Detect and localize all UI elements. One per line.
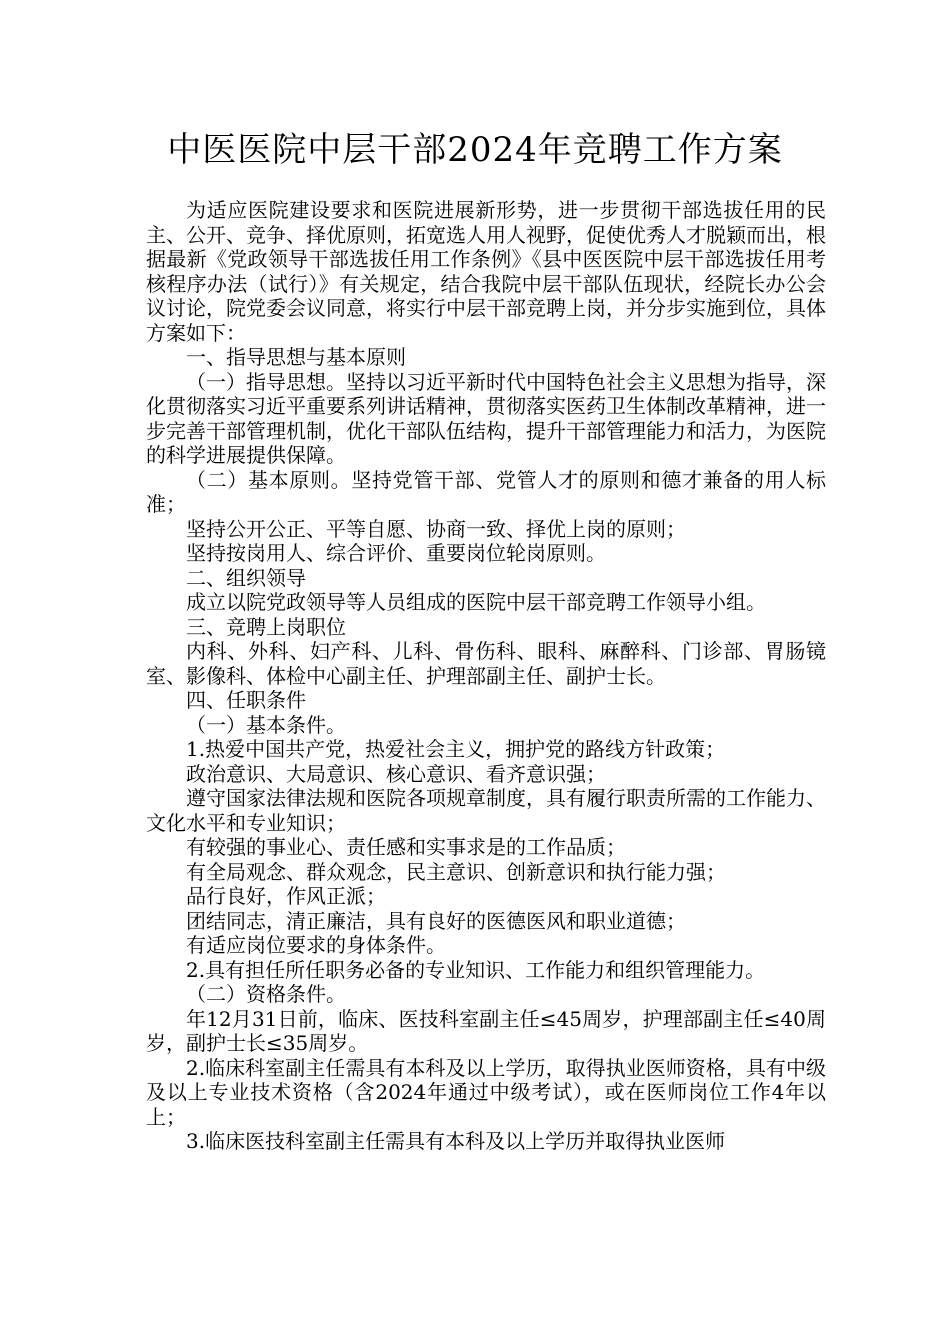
paragraph-condition-2: 2.具有担任所任职务必备的专业知识、工作能力和组织管理能力。 [186,957,766,982]
section-heading-positions: 三、竞聘上岗职位 [186,614,346,639]
paragraph-principle-open-fair: 坚持公开公正、平等自愿、协商一致、择优上岗的原则； [186,516,686,541]
subheading-basic-conditions: （一）基本条件。 [186,712,346,737]
document-title: 中医医院中层干部2024年竞聘工作方案 [167,130,783,170]
paragraph-guiding-ideology: （一）指导思想。坚持以习近平新时代中国特色社会主义思想为指导，深化贯彻落实习近平重要系列讲话精神，贯彻落实医药卫生体制改革精神，进一步完善干部管理机制，优化干部队伍结构，提升干部管理能力和活力，为医院的科学进展提供保障。 [146,369,826,467]
section-heading-qualifications: 四、任职条件 [186,688,306,712]
paragraph-eligibility-age: 年12月31日前，临床、医技科室副主任≤45周岁，护理部副主任≤40周岁，副护士长≤35周岁。 [146,1006,826,1055]
paragraph-condition-dedication: 有较强的事业心、责任感和实事求是的工作品质； [186,835,626,859]
paragraph-condition-health: 有适应岗位要求的身体条件。 [186,933,446,957]
paragraph-condition-unity: 团结同志，清正廉洁，具有良好的医德医风和职业道德； [186,908,686,933]
paragraph-basic-principles: （二）基本原则。坚持党管干部、党管人才的原则和德才兼备的用人标准； [146,467,826,516]
paragraph-positions-list: 内科、外科、妇产科、儿科、骨伤科、眼科、麻醉科、门诊部、胃肠镜室、影像科、体检中心副主任、护理部副主任、副护士长。 [146,639,826,688]
paragraph-condition-conduct: 品行良好，作风正派； [186,884,386,908]
paragraph-intro: 为适应医院建设要求和医院进展新形势，进一步贯彻干部选拔任用的民主、公开、竞争、择优原则，拓宽选人用人视野，促使优秀人才脱颖而出，根据最新《党政领导干部选拔任用工作条例》《县中医医院中层干部选拔任用考核程序办法（试行）》有关规定，结合我院中层干部队伍现状，经院长办公会议讨论，院党委会议同意，将实行中层干部竞聘上岗，并分步实施到位，具体方案如下： [146,198,826,345]
paragraph-condition-1: 1.热爱中国共产党，热爱社会主义，拥护党的路线方针政策； [186,737,726,761]
paragraph-condition-overall: 有全局观念、群众观念，民主意识、创新意识和执行能力强； [186,859,726,884]
paragraph-eligibility-medtech: 3.临床医技科室副主任需具有本科及以上学历并取得执业医师 [186,1129,726,1153]
paragraph-condition-political: 政治意识、大局意识、核心意识、看齐意识强； [186,761,606,786]
subheading-eligibility: （二）资格条件。 [186,982,346,1006]
section-heading-guiding-principles: 一、指导思想与基本原则 [186,345,406,369]
paragraph-leading-group: 成立以院党政领导等人员组成的医院中层干部竞聘工作领导小组。 [186,590,766,614]
document-body [146,198,826,1154]
paragraph-principle-post-based: 坚持按岗用人、综合评价、重要岗位轮岗原则。 [186,541,606,565]
paragraph-eligibility-clinical: 2.临床科室副主任需具有本科及以上学历，取得执业医师资格，具有中级及以上专业技术资格（含2024年通过中级考试），或在医师岗位工作4年以上； [146,1055,826,1129]
paragraph-condition-law: 遵守国家法律法规和医院各项规章制度，具有履行职责所需的工作能力、文化水平和专业知识； [146,786,826,835]
section-heading-organization: 二、组织领导 [186,565,306,590]
